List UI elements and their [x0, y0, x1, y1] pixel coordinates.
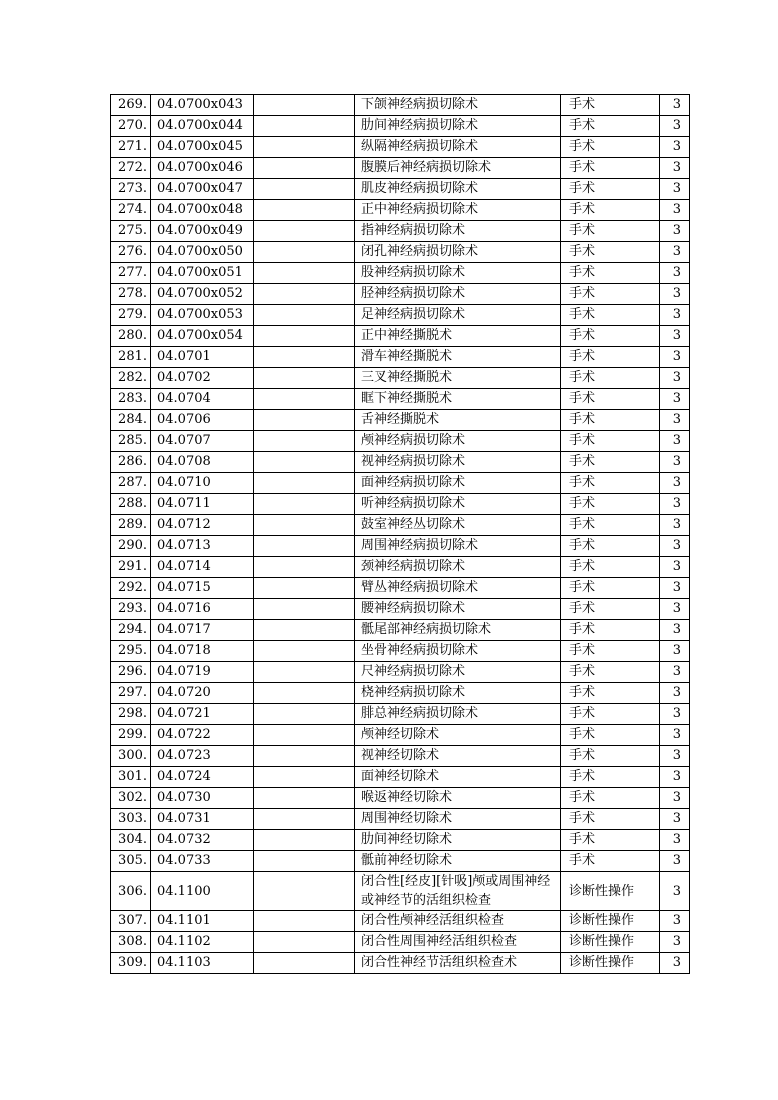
- procedure-level: 3: [660, 830, 690, 851]
- table-row: [111, 305, 690, 326]
- table-row: [111, 200, 690, 221]
- procedure-name: 闭合性[经皮][针吸]颅或周围神经或神经节的活组织检查: [355, 872, 561, 911]
- procedure-code: 04.1100: [151, 872, 254, 911]
- procedure-code: 04.0716: [151, 599, 254, 620]
- procedure-name: 正中神经病损切除术: [355, 200, 561, 221]
- procedure-level: 3: [660, 851, 690, 872]
- procedure-type: 手术: [561, 599, 660, 620]
- procedure-level: 3: [660, 536, 690, 557]
- english-name-cell: [254, 851, 355, 872]
- procedure-code: 04.0724: [151, 767, 254, 788]
- procedure-level: 3: [660, 179, 690, 200]
- table-row: [111, 830, 690, 851]
- table-row: [111, 431, 690, 452]
- procedure-level: 3: [660, 158, 690, 179]
- row-number: 281.: [111, 347, 151, 368]
- procedure-type: 手术: [561, 704, 660, 725]
- procedure-level: 3: [660, 95, 690, 116]
- procedure-code: 04.0700x054: [151, 326, 254, 347]
- procedure-type: 手术: [561, 95, 660, 116]
- procedure-name: 肋间神经切除术: [355, 830, 561, 851]
- procedure-code: 04.0702: [151, 368, 254, 389]
- row-number: 291.: [111, 557, 151, 578]
- procedure-code: 04.1102: [151, 932, 254, 953]
- procedure-level: 3: [660, 263, 690, 284]
- row-number: 290.: [111, 536, 151, 557]
- procedure-name: 滑车神经撕脱术: [355, 347, 561, 368]
- procedure-name: 周围神经切除术: [355, 809, 561, 830]
- procedure-code: 04.0704: [151, 389, 254, 410]
- procedure-name: 纵隔神经病损切除术: [355, 137, 561, 158]
- procedure-type: 手术: [561, 788, 660, 809]
- procedure-name: 桡神经病损切除术: [355, 683, 561, 704]
- row-number: 299.: [111, 725, 151, 746]
- table-row: [111, 641, 690, 662]
- procedure-code: 04.0700x043: [151, 95, 254, 116]
- procedure-code: 04.0723: [151, 746, 254, 767]
- procedure-code: 04.0706: [151, 410, 254, 431]
- procedure-code: 04.0712: [151, 515, 254, 536]
- procedure-code: 04.0700x049: [151, 221, 254, 242]
- procedure-name: 眶下神经撕脱术: [355, 389, 561, 410]
- english-name-cell: [254, 599, 355, 620]
- english-name-cell: [254, 452, 355, 473]
- procedure-name: 腰神经病损切除术: [355, 599, 561, 620]
- procedure-level: 3: [660, 452, 690, 473]
- english-name-cell: [254, 662, 355, 683]
- table-row: [111, 620, 690, 641]
- row-number: 286.: [111, 452, 151, 473]
- procedure-level: 3: [660, 284, 690, 305]
- procedure-name: 颅神经切除术: [355, 725, 561, 746]
- procedure-type: 手术: [561, 410, 660, 431]
- english-name-cell: [254, 200, 355, 221]
- table-row: [111, 368, 690, 389]
- row-number: 308.: [111, 932, 151, 953]
- procedure-level: 3: [660, 953, 690, 974]
- procedure-type: 手术: [561, 536, 660, 557]
- procedure-name: 舌神经撕脱术: [355, 410, 561, 431]
- procedure-type: 手术: [561, 746, 660, 767]
- procedure-name: 闭合性周围神经活组织检查: [355, 932, 561, 953]
- procedure-type: 手术: [561, 578, 660, 599]
- row-number: 297.: [111, 683, 151, 704]
- english-name-cell: [254, 305, 355, 326]
- row-number: 271.: [111, 137, 151, 158]
- table-row: [111, 683, 690, 704]
- procedure-code: 04.1103: [151, 953, 254, 974]
- procedure-level: 3: [660, 242, 690, 263]
- table-row: [111, 242, 690, 263]
- english-name-cell: [254, 953, 355, 974]
- row-number: 305.: [111, 851, 151, 872]
- table-row: [111, 95, 690, 116]
- row-number: 280.: [111, 326, 151, 347]
- row-number: 294.: [111, 620, 151, 641]
- procedure-type: 手术: [561, 830, 660, 851]
- procedure-code: 04.0731: [151, 809, 254, 830]
- procedure-code: 04.0700x052: [151, 284, 254, 305]
- procedure-type: 手术: [561, 137, 660, 158]
- row-number: 274.: [111, 200, 151, 221]
- procedure-code: 04.0715: [151, 578, 254, 599]
- procedure-table-body: [111, 95, 690, 974]
- procedure-level: 3: [660, 137, 690, 158]
- procedure-name: 腓总神经病损切除术: [355, 704, 561, 725]
- english-name-cell: [254, 158, 355, 179]
- english-name-cell: [254, 179, 355, 200]
- row-number: 309.: [111, 953, 151, 974]
- row-number: 292.: [111, 578, 151, 599]
- row-number: 285.: [111, 431, 151, 452]
- row-number: 270.: [111, 116, 151, 137]
- procedure-type: 诊断性操作: [561, 872, 660, 911]
- table-row: [111, 410, 690, 431]
- procedure-code: 04.0733: [151, 851, 254, 872]
- procedure-name: 尺神经病损切除术: [355, 662, 561, 683]
- procedure-level: 3: [660, 326, 690, 347]
- table-row: [111, 704, 690, 725]
- row-number: 278.: [111, 284, 151, 305]
- procedure-type: 手术: [561, 158, 660, 179]
- procedure-name: 臂丛神经病损切除术: [355, 578, 561, 599]
- procedure-name: 视神经切除术: [355, 746, 561, 767]
- procedure-name: 面神经切除术: [355, 767, 561, 788]
- procedure-name: 骶前神经切除术: [355, 851, 561, 872]
- procedure-code: 04.0707: [151, 431, 254, 452]
- english-name-cell: [254, 767, 355, 788]
- row-number: 276.: [111, 242, 151, 263]
- table-row: [111, 515, 690, 536]
- table-row: [111, 263, 690, 284]
- row-number: 282.: [111, 368, 151, 389]
- procedure-level: 3: [660, 725, 690, 746]
- table-row: [111, 389, 690, 410]
- procedure-name: 喉返神经切除术: [355, 788, 561, 809]
- row-number: 307.: [111, 911, 151, 932]
- procedure-level: 3: [660, 368, 690, 389]
- procedure-table: [110, 94, 690, 974]
- procedure-level: 3: [660, 641, 690, 662]
- procedure-code: 04.0700x053: [151, 305, 254, 326]
- procedure-code: 04.0700x044: [151, 116, 254, 137]
- procedure-name: 足神经病损切除术: [355, 305, 561, 326]
- procedure-code: 04.0711: [151, 494, 254, 515]
- english-name-cell: [254, 788, 355, 809]
- table-row: [111, 473, 690, 494]
- procedure-level: 3: [660, 578, 690, 599]
- row-number: 293.: [111, 599, 151, 620]
- row-number: 287.: [111, 473, 151, 494]
- procedure-level: 3: [660, 788, 690, 809]
- procedure-name: 下颌神经病损切除术: [355, 95, 561, 116]
- procedure-name: 面神经病损切除术: [355, 473, 561, 494]
- procedure-type: 手术: [561, 179, 660, 200]
- english-name-cell: [254, 494, 355, 515]
- procedure-level: 3: [660, 473, 690, 494]
- procedure-code: 04.0732: [151, 830, 254, 851]
- procedure-type: 诊断性操作: [561, 953, 660, 974]
- row-number: 288.: [111, 494, 151, 515]
- english-name-cell: [254, 431, 355, 452]
- procedure-code: 04.0700x047: [151, 179, 254, 200]
- procedure-level: 3: [660, 767, 690, 788]
- procedure-type: 手术: [561, 116, 660, 137]
- table-row: [111, 911, 690, 932]
- procedure-name: 腹膜后神经病损切除术: [355, 158, 561, 179]
- table-row: [111, 284, 690, 305]
- procedure-type: 手术: [561, 326, 660, 347]
- row-number: 269.: [111, 95, 151, 116]
- table-row: [111, 326, 690, 347]
- procedure-type: 诊断性操作: [561, 911, 660, 932]
- procedure-type: 手术: [561, 221, 660, 242]
- row-number: 277.: [111, 263, 151, 284]
- row-number: 300.: [111, 746, 151, 767]
- procedure-type: 手术: [561, 368, 660, 389]
- procedure-code: 04.0722: [151, 725, 254, 746]
- procedure-name: 鼓室神经丛切除术: [355, 515, 561, 536]
- english-name-cell: [254, 557, 355, 578]
- procedure-level: 3: [660, 305, 690, 326]
- procedure-level: 3: [660, 620, 690, 641]
- english-name-cell: [254, 389, 355, 410]
- english-name-cell: [254, 932, 355, 953]
- row-number: 283.: [111, 389, 151, 410]
- row-number: 289.: [111, 515, 151, 536]
- row-number: 284.: [111, 410, 151, 431]
- procedure-type: 手术: [561, 452, 660, 473]
- procedure-name: 胫神经病损切除术: [355, 284, 561, 305]
- table-row: [111, 494, 690, 515]
- procedure-level: 3: [660, 911, 690, 932]
- procedure-type: 手术: [561, 641, 660, 662]
- procedure-level: 3: [660, 515, 690, 536]
- english-name-cell: [254, 347, 355, 368]
- procedure-code: 04.0718: [151, 641, 254, 662]
- procedure-level: 3: [660, 116, 690, 137]
- procedure-name: 骶尾部神经病损切除术: [355, 620, 561, 641]
- procedure-name: 周围神经病损切除术: [355, 536, 561, 557]
- english-name-cell: [254, 830, 355, 851]
- procedure-type: 手术: [561, 473, 660, 494]
- english-name-cell: [254, 284, 355, 305]
- table-row: [111, 746, 690, 767]
- procedure-level: 3: [660, 410, 690, 431]
- procedure-name: 闭合性颅神经活组织检查: [355, 911, 561, 932]
- english-name-cell: [254, 746, 355, 767]
- procedure-type: 手术: [561, 662, 660, 683]
- english-name-cell: [254, 515, 355, 536]
- table-row: [111, 851, 690, 872]
- procedure-name: 颅神经病损切除术: [355, 431, 561, 452]
- procedure-code: 04.0717: [151, 620, 254, 641]
- english-name-cell: [254, 368, 355, 389]
- row-number: 279.: [111, 305, 151, 326]
- procedure-type: 手术: [561, 767, 660, 788]
- english-name-cell: [254, 221, 355, 242]
- procedure-name: 肋间神经病损切除术: [355, 116, 561, 137]
- english-name-cell: [254, 809, 355, 830]
- row-number: 298.: [111, 704, 151, 725]
- english-name-cell: [254, 116, 355, 137]
- procedure-name: 听神经病损切除术: [355, 494, 561, 515]
- procedure-type: 诊断性操作: [561, 932, 660, 953]
- procedure-code: 04.0700x051: [151, 263, 254, 284]
- row-number: 304.: [111, 830, 151, 851]
- procedure-code: 04.0730: [151, 788, 254, 809]
- procedure-name: 坐骨神经病损切除术: [355, 641, 561, 662]
- procedure-name: 闭合性神经节活组织检查术: [355, 953, 561, 974]
- procedure-type: 手术: [561, 494, 660, 515]
- procedure-type: 手术: [561, 683, 660, 704]
- procedure-name: 闭孔神经病损切除术: [355, 242, 561, 263]
- table-row: [111, 599, 690, 620]
- row-number: 301.: [111, 767, 151, 788]
- procedure-name: 视神经病损切除术: [355, 452, 561, 473]
- procedure-type: 手术: [561, 347, 660, 368]
- procedure-level: 3: [660, 704, 690, 725]
- table-row: [111, 347, 690, 368]
- procedure-level: 3: [660, 809, 690, 830]
- table-row: [111, 725, 690, 746]
- procedure-code: 04.0701: [151, 347, 254, 368]
- english-name-cell: [254, 410, 355, 431]
- procedure-level: 3: [660, 494, 690, 515]
- row-number: 275.: [111, 221, 151, 242]
- procedure-code: 04.0700x045: [151, 137, 254, 158]
- procedure-type: 手术: [561, 200, 660, 221]
- procedure-type: 手术: [561, 515, 660, 536]
- procedure-level: 3: [660, 347, 690, 368]
- procedure-code: 04.0700x046: [151, 158, 254, 179]
- english-name-cell: [254, 137, 355, 158]
- procedure-code: 04.0713: [151, 536, 254, 557]
- procedure-level: 3: [660, 389, 690, 410]
- table-row: [111, 953, 690, 974]
- table-row: [111, 557, 690, 578]
- row-number: 306.: [111, 872, 151, 911]
- procedure-name: 肌皮神经病损切除术: [355, 179, 561, 200]
- procedure-level: 3: [660, 746, 690, 767]
- english-name-cell: [254, 704, 355, 725]
- table-row: [111, 767, 690, 788]
- procedure-level: 3: [660, 221, 690, 242]
- procedure-name: 颈神经病损切除术: [355, 557, 561, 578]
- procedure-type: 手术: [561, 809, 660, 830]
- procedure-type: 手术: [561, 620, 660, 641]
- table-row: [111, 536, 690, 557]
- row-number: 295.: [111, 641, 151, 662]
- table-row: [111, 809, 690, 830]
- english-name-cell: [254, 578, 355, 599]
- table-row: [111, 662, 690, 683]
- procedure-code: 04.1101: [151, 911, 254, 932]
- english-name-cell: [254, 242, 355, 263]
- row-number: 302.: [111, 788, 151, 809]
- procedure-level: 3: [660, 557, 690, 578]
- row-number: 296.: [111, 662, 151, 683]
- procedure-code: 04.0714: [151, 557, 254, 578]
- procedure-type: 手术: [561, 557, 660, 578]
- row-number: 272.: [111, 158, 151, 179]
- table-row: [111, 788, 690, 809]
- english-name-cell: [254, 641, 355, 662]
- english-name-cell: [254, 872, 355, 911]
- english-name-cell: [254, 683, 355, 704]
- procedure-code: 04.0708: [151, 452, 254, 473]
- english-name-cell: [254, 536, 355, 557]
- english-name-cell: [254, 725, 355, 746]
- procedure-level: 3: [660, 872, 690, 911]
- procedure-type: 手术: [561, 284, 660, 305]
- table-row: [111, 116, 690, 137]
- row-number: 273.: [111, 179, 151, 200]
- procedure-level: 3: [660, 683, 690, 704]
- procedure-code: 04.0720: [151, 683, 254, 704]
- procedure-code: 04.0721: [151, 704, 254, 725]
- procedure-type: 手术: [561, 305, 660, 326]
- procedure-type: 手术: [561, 263, 660, 284]
- english-name-cell: [254, 620, 355, 641]
- table-row: [111, 578, 690, 599]
- english-name-cell: [254, 326, 355, 347]
- english-name-cell: [254, 95, 355, 116]
- english-name-cell: [254, 473, 355, 494]
- procedure-type: 手术: [561, 389, 660, 410]
- procedure-name: 股神经病损切除术: [355, 263, 561, 284]
- procedure-type: 手术: [561, 851, 660, 872]
- table-row: [111, 158, 690, 179]
- english-name-cell: [254, 911, 355, 932]
- procedure-level: 3: [660, 662, 690, 683]
- table-row: [111, 872, 690, 911]
- english-name-cell: [254, 263, 355, 284]
- procedure-type: 手术: [561, 431, 660, 452]
- procedure-code: 04.0700x048: [151, 200, 254, 221]
- row-number: 303.: [111, 809, 151, 830]
- procedure-level: 3: [660, 932, 690, 953]
- procedure-type: 手术: [561, 725, 660, 746]
- procedure-level: 3: [660, 431, 690, 452]
- table-row: [111, 221, 690, 242]
- table-row: [111, 932, 690, 953]
- procedure-level: 3: [660, 599, 690, 620]
- procedure-code: 04.0719: [151, 662, 254, 683]
- procedure-level: 3: [660, 200, 690, 221]
- table-row: [111, 179, 690, 200]
- table-row: [111, 452, 690, 473]
- table-row: [111, 137, 690, 158]
- procedure-name: 三叉神经撕脱术: [355, 368, 561, 389]
- procedure-code: 04.0710: [151, 473, 254, 494]
- procedure-type: 手术: [561, 242, 660, 263]
- procedure-name: 指神经病损切除术: [355, 221, 561, 242]
- procedure-name: 正中神经撕脱术: [355, 326, 561, 347]
- procedure-code: 04.0700x050: [151, 242, 254, 263]
